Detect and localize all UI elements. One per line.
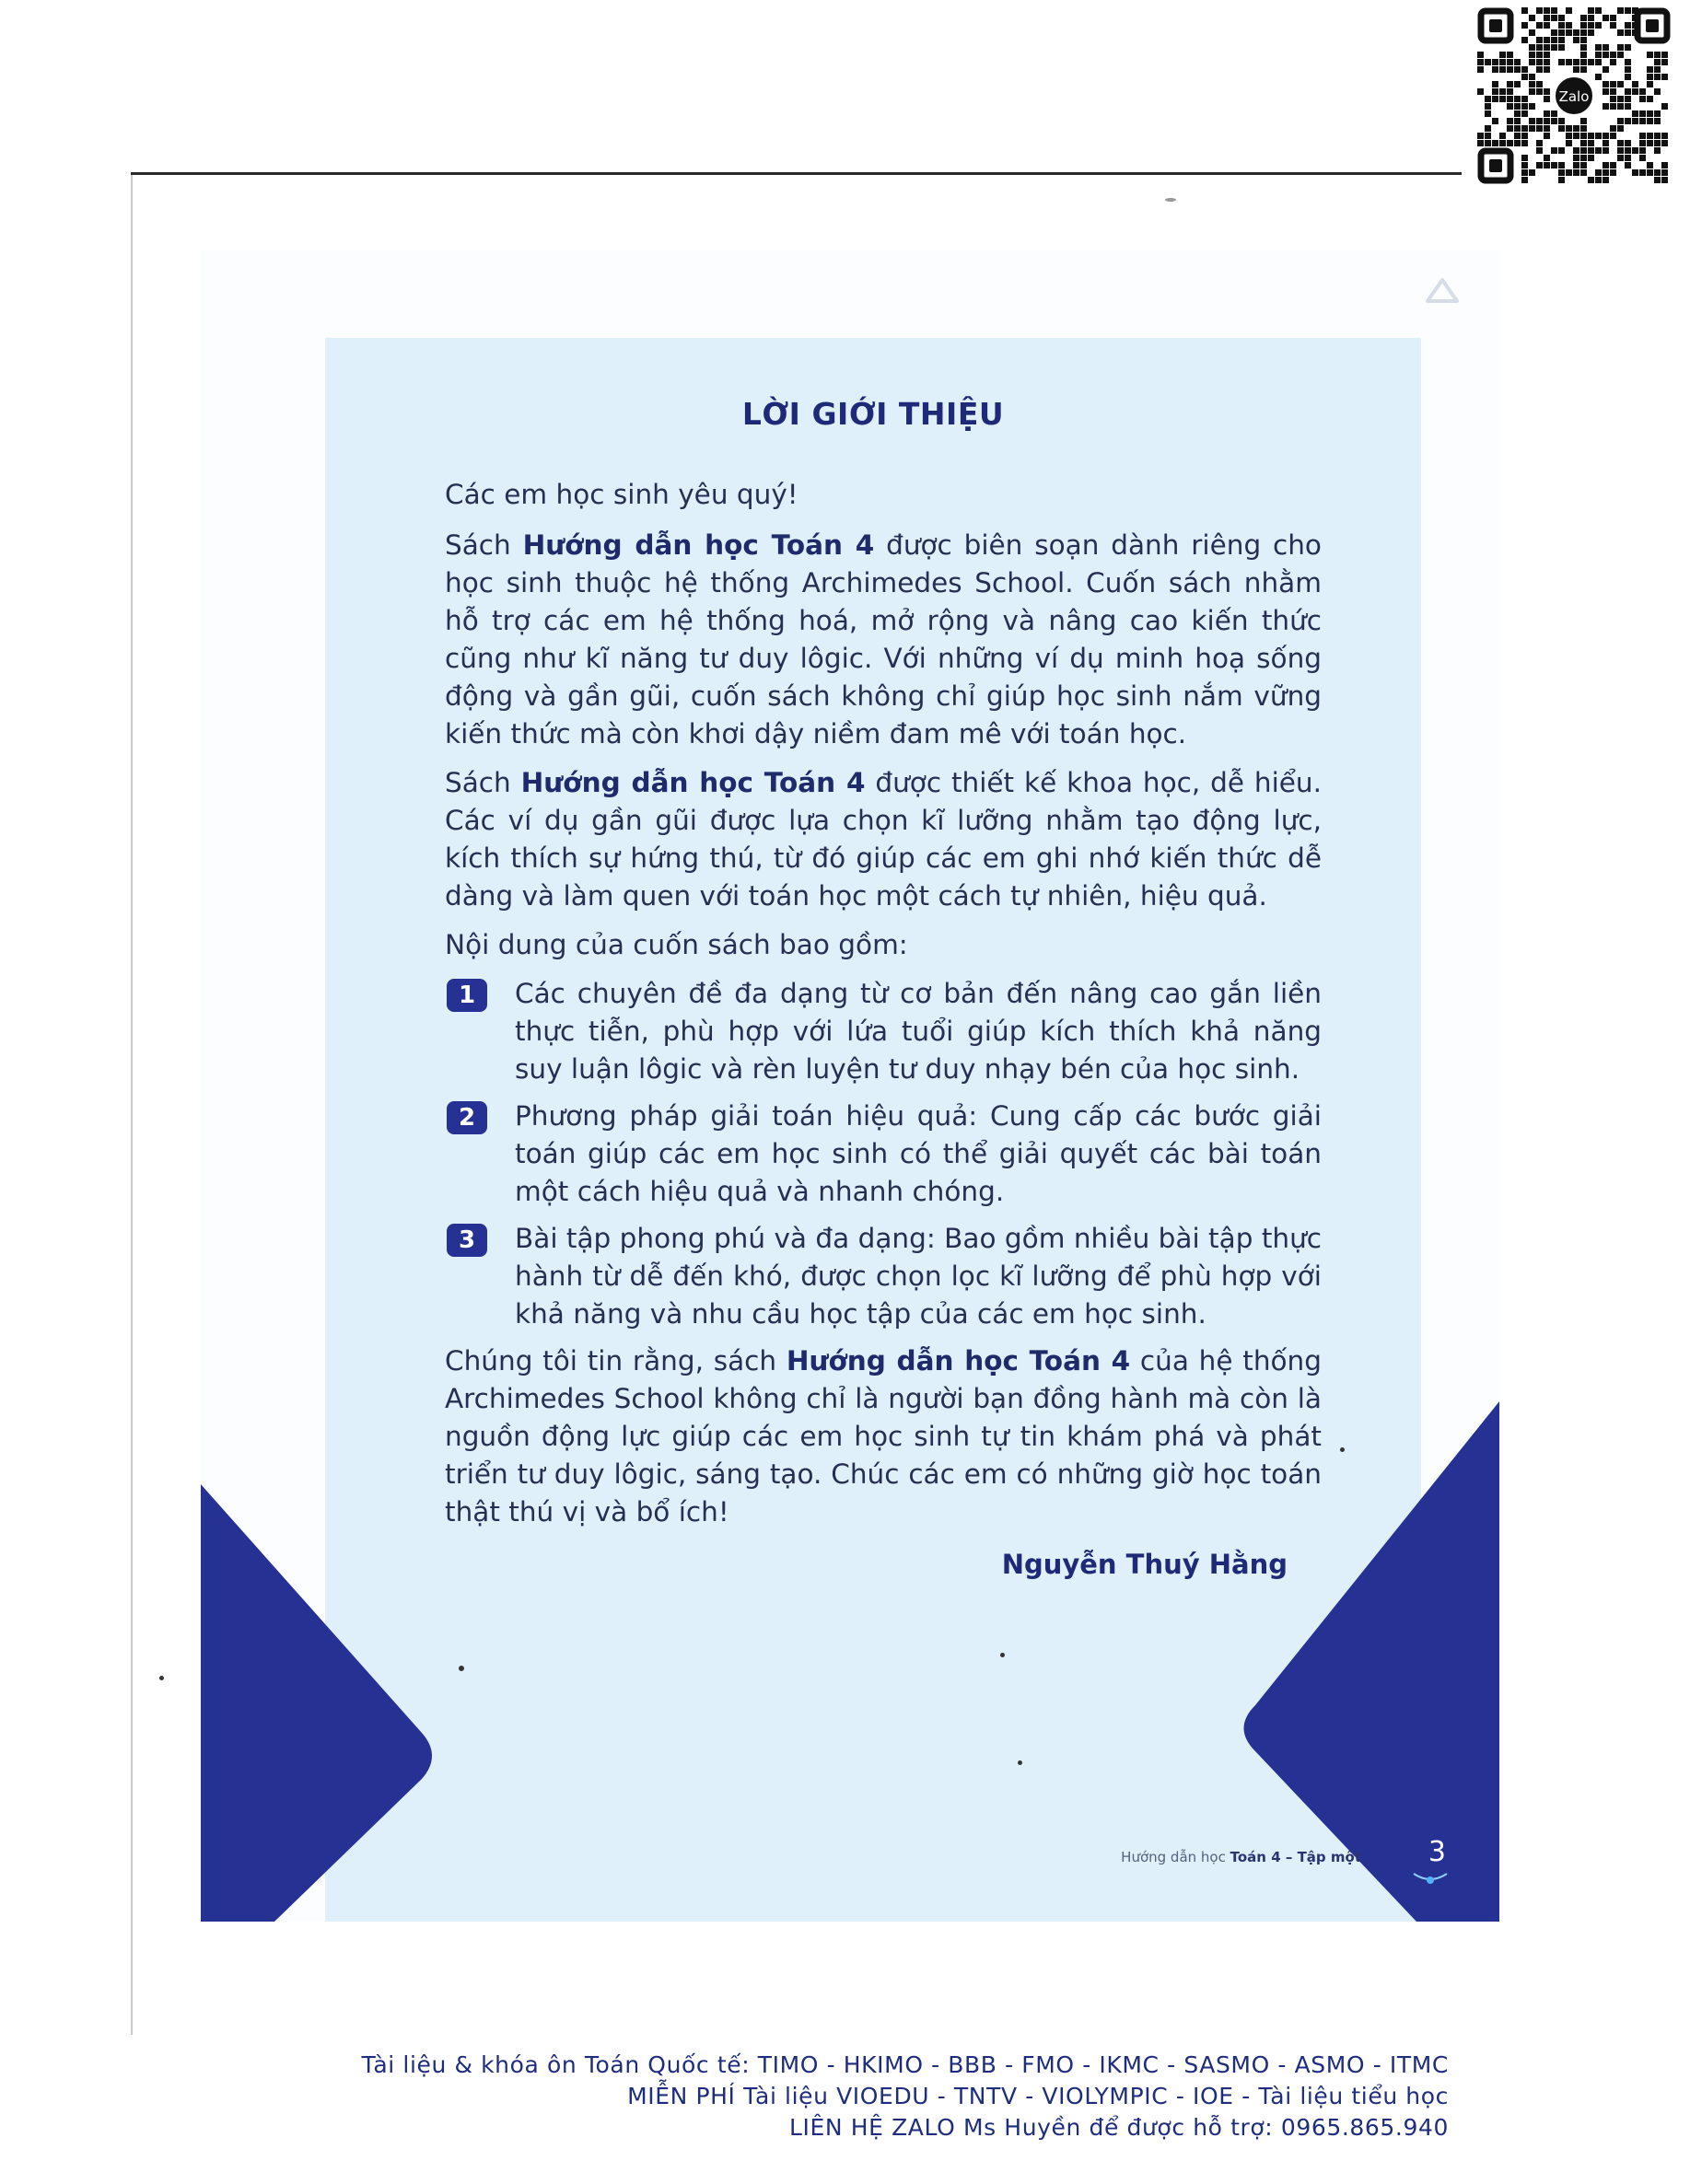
archimedes-logo-icon	[1424, 276, 1461, 304]
content-list	[445, 975, 1322, 1333]
number-badge: 3	[447, 1224, 487, 1257]
text-span: được biên soạn dành riêng cho học sinh thuộc hệ thống Archimedes School. Cuốn sách nhằm hỗ trợ các em hệ thống hoá, mở rộng và nâng cao kiến thức cũng như kĩ năng tư duy lôgic. Với những ví dụ minh hoạ sống động và gần gũi, cuốn sách không chỉ giúp học sinh nắm vững kiến thức mà còn khơi dậy niềm đam mê với toán học.	[445, 529, 1322, 749]
author-signature: Nguyễn Thuý Hằng	[1001, 1549, 1288, 1580]
page-title: LỜI GIỚI THIỆU	[741, 396, 1005, 432]
text-span: Chúng tôi tin rằng, sách	[445, 1345, 787, 1377]
intro-body	[445, 476, 1322, 1542]
list-item	[445, 1098, 1322, 1211]
closing-paragraph	[445, 1342, 1322, 1531]
book-page	[201, 250, 1499, 1922]
promo-line-2: MIỄN PHÍ Tài liệu VIOEDU - TNTV - VIOLYMPIC - IOE - Tài liệu tiểu học	[627, 2083, 1449, 2109]
scan-speck	[1340, 1447, 1345, 1452]
scan-speck	[459, 1666, 464, 1671]
text-span: Sách	[445, 529, 523, 561]
promo-line-3: LIÊN HỆ ZALO Ms Huyền để được hỗ trợ: 0965.865.940	[788, 2114, 1449, 2141]
number-badge: 1	[447, 979, 487, 1012]
footer-prefix: Hướng dẫn học	[1121, 1849, 1230, 1865]
scan-speck	[1018, 1760, 1022, 1765]
scan-speck	[159, 1676, 164, 1680]
scan-speck	[1000, 1653, 1005, 1657]
scan-edge-top	[131, 172, 1462, 175]
scan-speck	[1165, 198, 1176, 202]
text-span: được thiết kế khoa học, dễ hiểu. Các ví dụ gần gũi được lựa chọn kĩ lưỡng nhằm tạo động lực, kích thích sự hứng thú, từ đó giúp các em ghi nhớ kiến thức dễ dàng và làm quen với toán học một cách tự nhiên, hiệu quả.	[445, 767, 1322, 912]
page-footer	[1121, 1849, 1361, 1865]
text-span: của hệ thống Archimedes School không chỉ là người bạn đồng hành mà còn là nguồn động lực giúp các em học sinh tự tin khám phá và phát triển tư duy lôgic, sáng tạo. Chúc các em có những giờ học toán thật thú vị và bổ ích!	[445, 1345, 1322, 1528]
decor-triangle-left	[201, 1484, 440, 1922]
book-title-bold: Hướng dẫn học Toán 4	[522, 529, 875, 561]
greeting: Các em học sinh yêu quý!	[445, 479, 798, 510]
book-title-bold: Hướng dẫn học Toán 4	[520, 767, 866, 798]
list-item	[445, 975, 1322, 1088]
page-number-underline-icon	[1412, 1870, 1449, 1888]
list-item-text: Các chuyên đề đa dạng từ cơ bản đến nâng cao gắn liền thực tiễn, phù hợp với lứa tuổi giúp kích thích khả năng suy luận lôgic và rèn luyện tư duy nhạy bén của học sinh.	[515, 978, 1322, 1085]
list-item-text: Bài tập phong phú và đa dạng: Bao gồm nhiều bài tập thực hành từ dễ đến khó, được chọn lọc kĩ lưỡng để phù hợp với khả năng và nhu cầu học tập của các em học sinh.	[515, 1223, 1322, 1330]
footer-book-title: Toán 4 – Tập một	[1230, 1849, 1361, 1865]
paragraph-2	[445, 764, 1322, 915]
zalo-qr-code[interactable]	[1474, 4, 1674, 188]
book-title-bold: Hướng dẫn học Toán 4	[786, 1345, 1131, 1377]
list-item	[445, 1220, 1322, 1333]
number-badge: 2	[447, 1101, 487, 1134]
zalo-logo-text: Zalo	[1558, 88, 1590, 105]
scan-edge-left	[131, 175, 133, 2035]
promo-line-1: Tài liệu & khóa ôn Toán Quốc tế: TIMO - HKIMO - BBB - FMO - IKMC - SASMO - ASMO - ITMC	[361, 2051, 1449, 2078]
page-number: 3	[1428, 1836, 1446, 1868]
promo-notes	[361, 2050, 1449, 2143]
list-item-text: Phương pháp giải toán hiệu quả: Cung cấp các bước giải toán giúp các em học sinh có thể giải quyết các bài toán một cách hiệu quả và nhanh chóng.	[515, 1100, 1322, 1207]
paragraph-1	[445, 527, 1322, 753]
list-intro: Nội dung của cuốn sách bao gồm:	[445, 929, 908, 960]
text-span: Sách	[445, 767, 521, 798]
qr-code-image	[1474, 4, 1674, 188]
